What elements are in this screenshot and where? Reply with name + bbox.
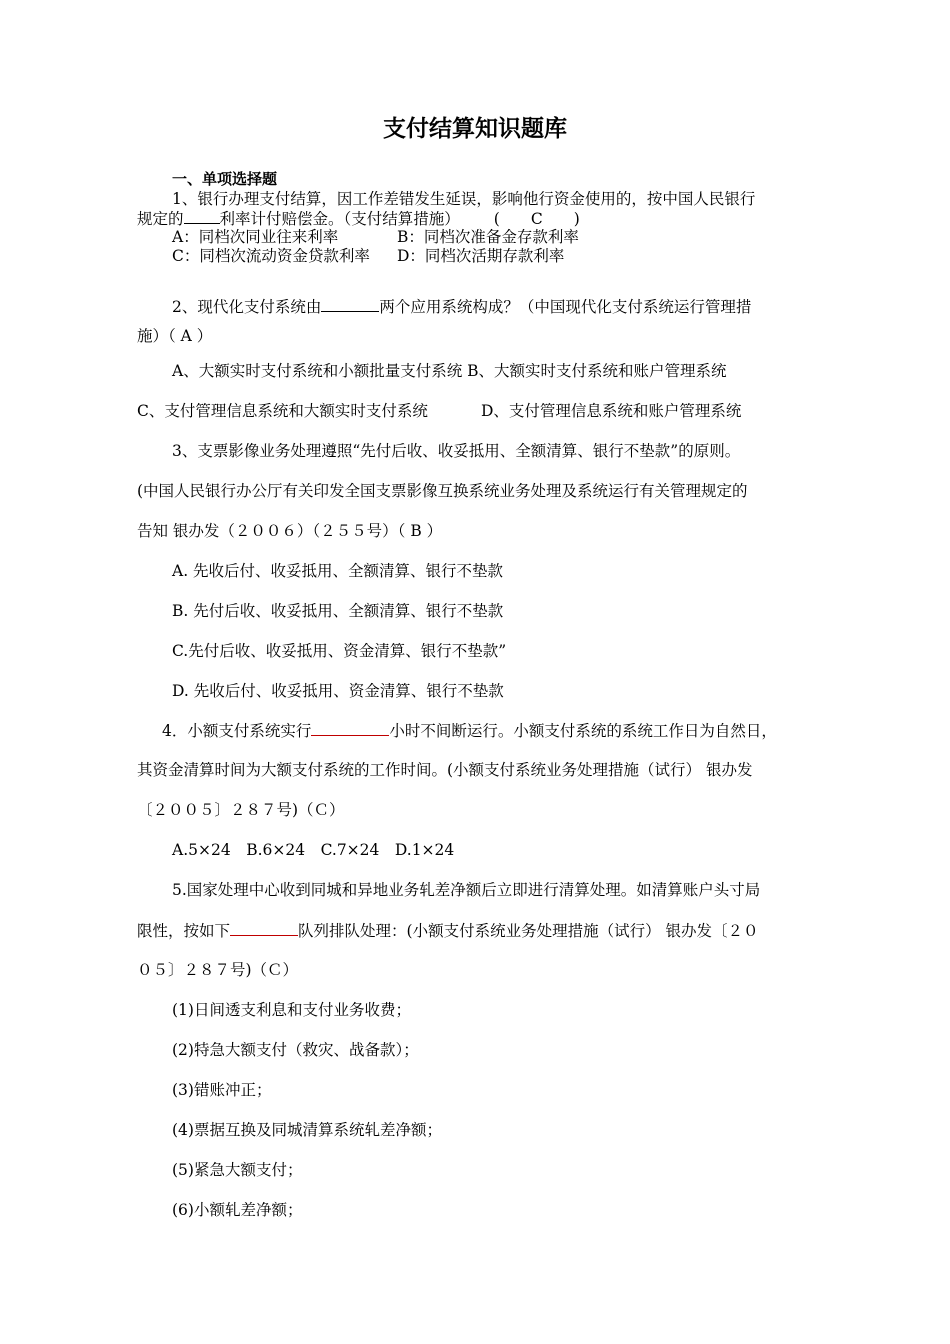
q1-option-b: B：同档次准备金存款利率 (397, 228, 579, 246)
q2-line2: 施）（ A ） (137, 327, 213, 345)
q4-options: A.5×24 B.6×24 C.7×24 D.1×24 (172, 841, 455, 859)
section-heading: 一、单项选择题 (172, 170, 278, 188)
q1-line1: 1、银行办理支付结算，因工作差错发生延误，影响他行资金使用的，按中国人民银行 (172, 190, 756, 208)
q3-option-c: C.先付后收、收妥抵用、资金清算、银行不垫款” (172, 642, 507, 660)
q1-line2-post: 利率计付赔偿金。（支付结算措施） (219, 210, 460, 228)
q5-blank (230, 920, 298, 936)
q3-line3: 告知 银办发（２００６）（２５５号）（ B ） (137, 522, 443, 540)
q4-line3: 〔２００５〕２８７号)（Ｃ） (137, 801, 345, 819)
q3-line1: 3、支票影像业务处理遵照“先付后收、收妥抵用、全额清算、银行不垫款”的原则。 (172, 442, 741, 460)
q3-option-b: B. 先付后收、收妥抵用、全额清算、银行不垫款 (172, 602, 504, 620)
q5-item: (2)特急大额支付（救灾、战备款）； (172, 1041, 419, 1059)
q3-option-d: D. 先收后付、收妥抵用、资金清算、银行不垫款 (172, 682, 504, 700)
q1-option-d: D：同档次活期存款利率 (397, 247, 565, 265)
q5-line2-post: 队列排队处理：(小额支付系统业务处理措施（试行） 银办发〔２０ (298, 922, 759, 940)
q4-line1 (162, 720, 777, 741)
q2-blank (321, 296, 379, 312)
q4-blank (311, 720, 389, 736)
q1-option-a: A：同档次同业往来利率 (172, 228, 339, 246)
q5-item: (5)紧急大额支付； (172, 1161, 303, 1179)
q2-option-c: C、支付管理信息系统和大额实时支付系统 (137, 402, 428, 420)
q4-line2: 其资金清算时间为大额支付系统的工作时间。(小额支付系统业务处理措施（试行） 银办发 (137, 761, 753, 779)
q4-line1-pre: 4．小额支付系统实行 (162, 722, 312, 740)
document-title: 支付结算知识题库 (383, 116, 567, 142)
q3-line2: (中国人民银行办公厅有关印发全国支票影像互换系统业务处理及系统运行有关管理规定的 (137, 482, 748, 500)
q2-line1-pre: 2、现代化支付系统由 (172, 298, 322, 316)
q4-line1-post: 小时不间断运行。小额支付系统的系统工作日为自然日， (389, 722, 777, 740)
q5-item: (6)小额轧差净额； (172, 1201, 303, 1219)
q2-option-d: D、支付管理信息系统和账户管理系统 (481, 402, 742, 420)
q3-option-a: A. 先收后付、收妥抵用、全额清算、银行不垫款 (172, 562, 504, 580)
q2-line1-post: 两个应用系统构成？（中国现代化支付系统运行管理措 (379, 298, 752, 316)
q5-item: (1)日间透支利息和支付业务收费； (172, 1001, 411, 1019)
q1-option-c: C：同档次流动资金贷款利率 (172, 247, 370, 265)
q1-line2-pre: 规定的 (137, 210, 184, 228)
q2-line1 (172, 296, 751, 317)
q5-line2 (137, 920, 759, 941)
q2-option-ab: A、大额实时支付系统和小额批量支付系统 B、大额实时支付系统和账户管理系统 (172, 362, 727, 380)
q5-item: (3)错账冲正； (172, 1081, 272, 1099)
q1-line2 (137, 208, 580, 229)
q5-line1: 5.国家处理中心收到同城和异地业务轧差净额后立即进行清算处理。如清算账户头寸局 (172, 881, 761, 899)
q5-line2-pre: 限性，按如下 (137, 922, 231, 940)
q5-item: (4)票据互换及同城清算系统轧差净额； (172, 1121, 442, 1139)
q1-blank (184, 208, 220, 224)
q1-answer: ( C ) (493, 210, 580, 228)
q5-line3: ０５〕２８７号)（Ｃ） (137, 961, 299, 979)
